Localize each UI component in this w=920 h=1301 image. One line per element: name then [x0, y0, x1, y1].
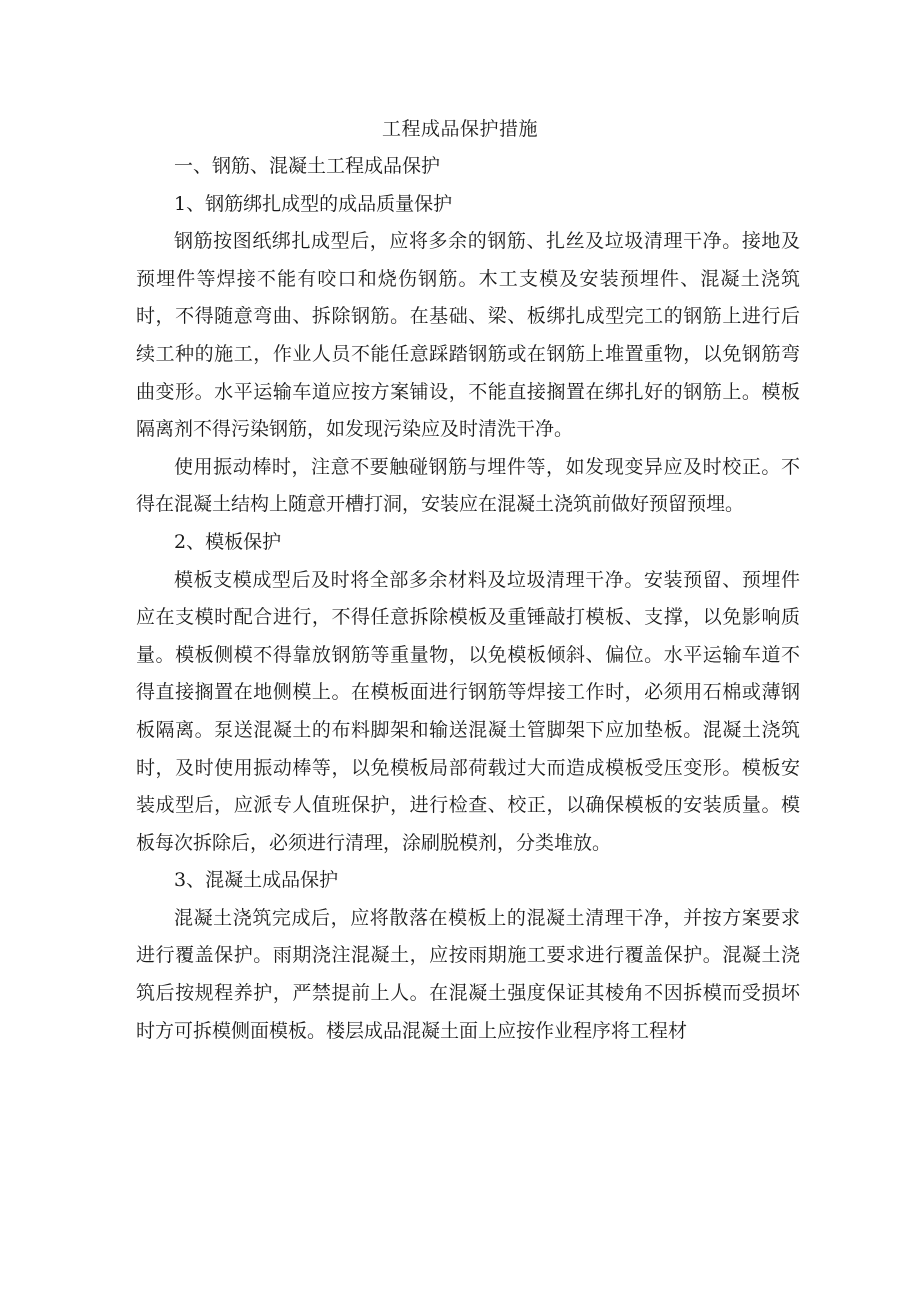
paragraph-vibrator-usage: 使用振动棒时，注意不要触碰钢筋与埋件等，如发现变异应及时校正。不得在混凝土结构上随意开槽打洞，安装应在混凝土浇筑前做好预留预埋。	[136, 455, 800, 516]
paragraph-rebar-protection: 钢筋按图纸绑扎成型后，应将多余的钢筋、扎丝及垃圾清理干净。接地及预埋件等焊接不能有咬口和烧伤钢筋。木工支模及安装预埋件、混凝土浇筑时，不得随意弯曲、拆除钢筋。在基础、梁、板绑扎成型完工的钢筋上进行后续工种的施工，作业人员不能任意踩踏钢筋或在钢筋上堆置重物，以免钢筋弯曲变形。水平运输车道应按方案铺设，不能直接搁置在绑扎好的钢筋上。模板隔离剂不得污染钢筋，如发现污染应及时清洗干净。	[136, 230, 800, 441]
subsection-heading-1: 1、钢筋绑扎成型的成品质量保护	[174, 192, 453, 215]
section-heading-1: 一、钢筋、混凝土工程成品保护	[174, 155, 441, 177]
paragraph-concrete-protection: 混凝土浇筑完成后，应将散落在模板上的混凝土清理干净，并按方案要求进行覆盖保护。雨期浇注混凝土，应按雨期施工要求进行覆盖保护。混凝土浇筑后按规程养护，严禁提前上人。在混凝土强度保证其棱角不因拆模而受损坏时方可拆模侧面模板。楼层成品混凝土面上应按作业程序将工程材	[136, 906, 800, 1042]
subsection-heading-3: 3、混凝土成品保护	[174, 869, 339, 892]
subsection-heading-2: 2、模板保护	[174, 530, 282, 553]
paragraph-formwork-protection: 模板支模成型后及时将全部多余材料及垃圾清理干净。安装预留、预埋件应在支模时配合进行，不得任意拆除模板及重锤敲打模板、支撑，以免影响质量。模板侧模不得靠放钢筋等重量物，以免模板倾斜、偏位。水平运输车道不得直接搁置在地侧模上。在模板面进行钢筋等焊接工作时，必须用石棉或薄钢板隔离。泵送混凝土的布料脚架和输送混凝土管脚架下应加垫板。混凝土浇筑时，及时使用振动棒等，以免模板局部荷载过大而造成模板受压变形。模板安装成型后，应派专人值班保护，进行检查、校正，以确保模板的安装质量。模板每次拆除后，必须进行清理，涂刷脱模剂，分类堆放。	[136, 568, 800, 854]
document-body	[136, 148, 800, 1050]
document-title: 工程成品保护措施	[381, 118, 538, 140]
